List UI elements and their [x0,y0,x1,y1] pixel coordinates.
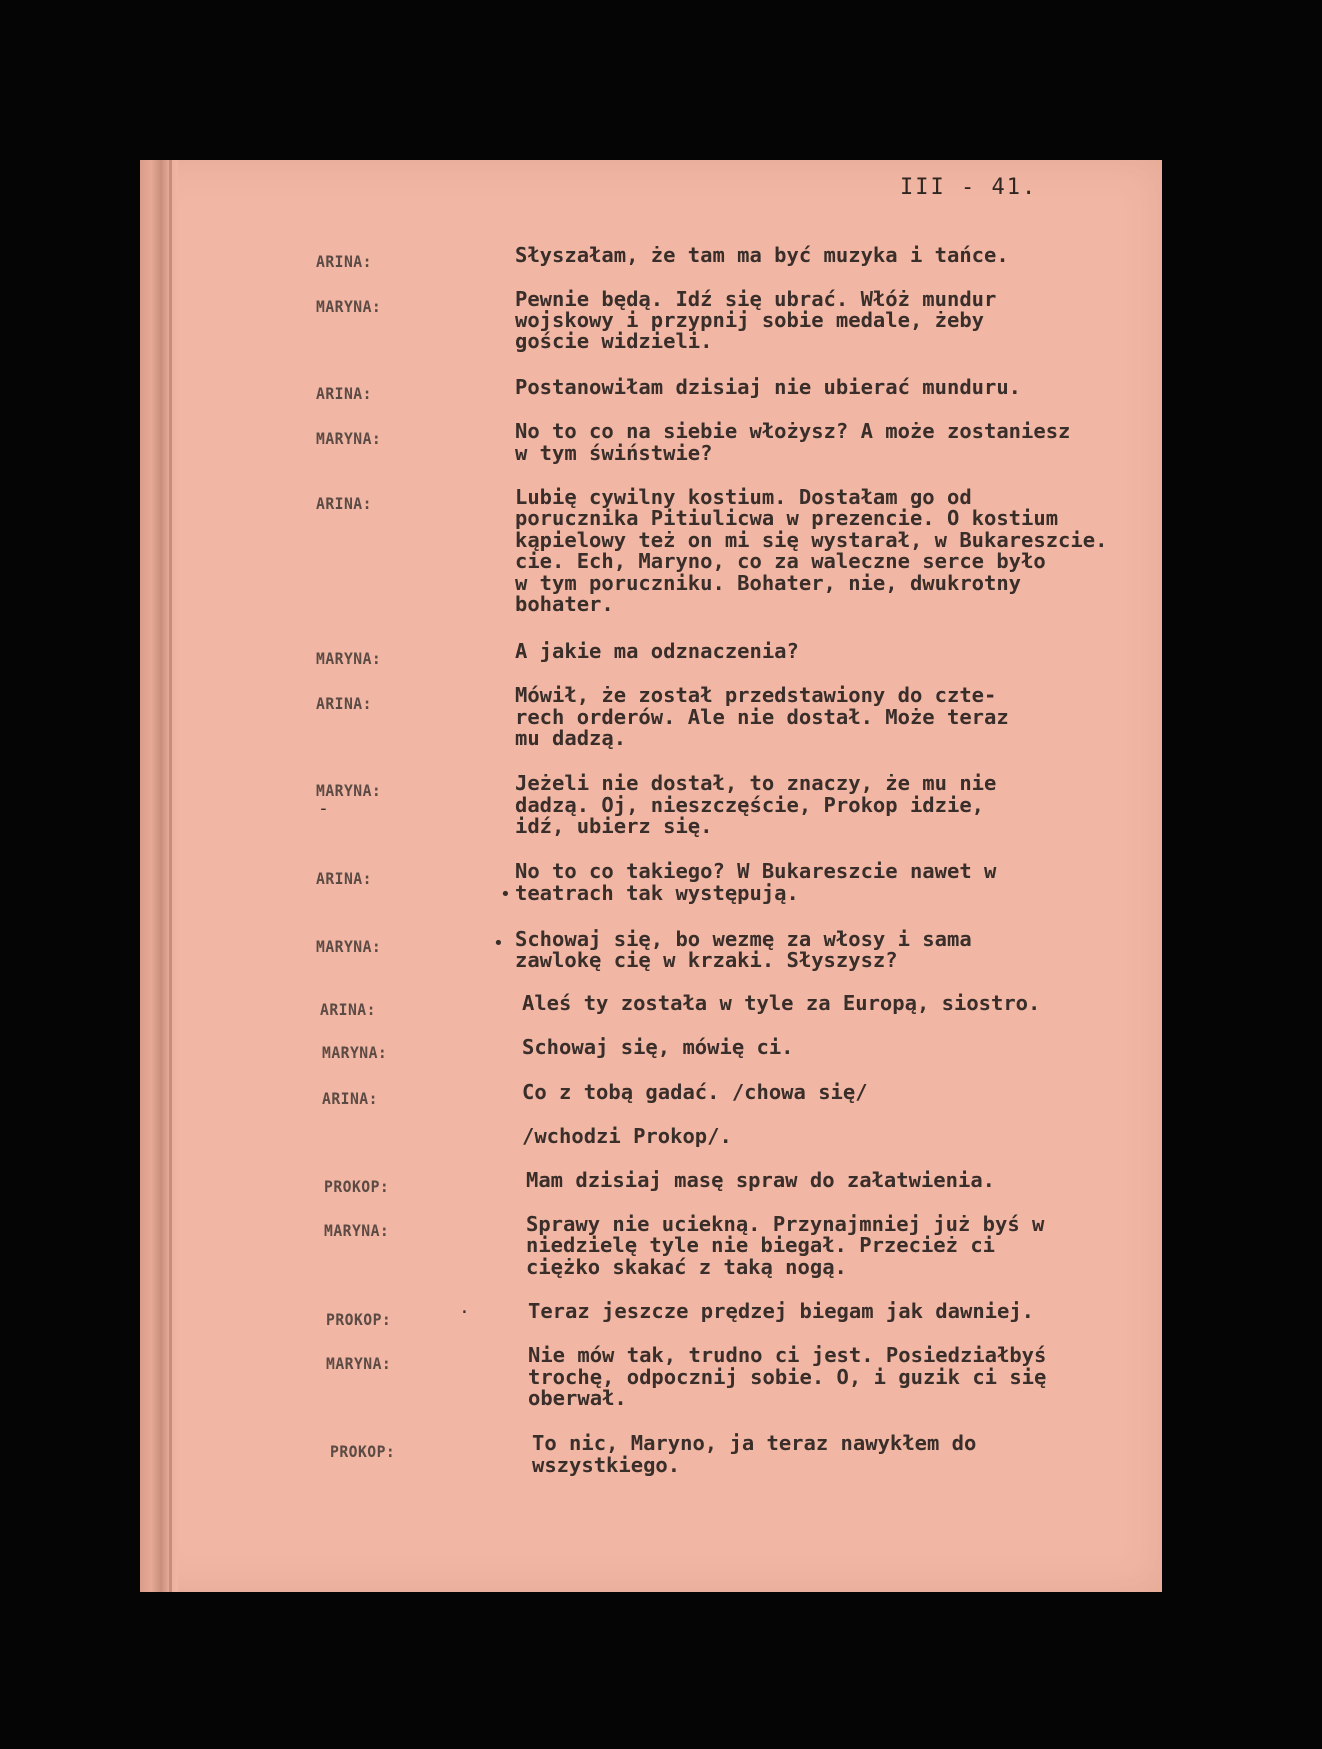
dialogue-line: To nic, Maryno, ja teraz nawykłem do [532,1431,977,1455]
page-number: III - 41. [900,175,1038,200]
dialogue-line: idź, ubierz się. [515,814,713,838]
speaker-label: ARINA: [322,1089,378,1108]
speaker-label: ARINA: [320,1000,376,1019]
dialogue-line: Schowaj się, bo wezmę za włosy i sama [515,927,972,951]
speaker-label: ARINA: [316,494,372,513]
speaker-label: MARYNA: [316,297,382,316]
speaker-label: MARYNA: [324,1221,390,1240]
dialogue-line: oberwał. [528,1386,627,1410]
dialogue-line: teatrach tak występują. [515,881,799,905]
dialogue-line: Mówił, że został przedstawiony do czte- [515,683,997,707]
dialogue-line: kąpielowy też on mi się wystarał, w Bukareszcie. [515,528,1108,552]
dialogue-line: dadzą. Oj, nieszczęście, Prokop idzie, [515,793,984,817]
dialogue-line: rech orderów. Ale nie dostał. Może teraz [515,705,1009,729]
dialogue-line: No to co na siebie włożysz? A może zostaniesz [515,419,1071,443]
dialogue-line: wszystkiego. [532,1453,681,1477]
dialogue-line: Schowaj się, mówię ci. [522,1035,794,1059]
dialogue-line: wojskowy i przypnij sobie medale, żeby [515,308,984,332]
dialogue-line: Mam dzisiaj masę spraw do załatwienia. [526,1168,995,1192]
dialogue-line: trochę, odpocznij sobie. O, i guzik ci się [528,1365,1047,1389]
margin-mark: • [500,884,511,905]
dialogue-line: bohater. [515,592,614,616]
dialogue-line: Słyszałam, że tam ma być muzyka i tańce. [515,243,1009,267]
speaker-label: ARINA: [316,252,372,271]
speaker-label: ARINA: [316,384,372,403]
dialogue-line: Teraz jeszcze prędzej biegam jak dawniej. [528,1299,1035,1323]
dialogue-line: mu dadzą. [515,726,627,750]
speaker-label: PROKOP: [330,1442,396,1461]
dialogue-line: porucznika Pitiulicwa w prezencie. O kostium [515,506,1059,530]
margin-mark: • [493,933,504,954]
dialogue-line: Postanowiłam dzisiaj nie ubierać munduru. [515,375,1022,399]
speaker-label: PROKOP: [326,1310,392,1329]
speaker-label: MARYNA: [322,1043,388,1062]
binding-edge [140,160,178,1592]
dialogue-line: niedzielę tyle nie biegał. Przecież ci [526,1233,995,1257]
dialogue-line: ciężko skakać z taką nogą. [526,1255,847,1279]
dialogue-line: Pewnie będą. Idź się ubrać. Włóż mundur [515,287,997,311]
dialogue-line: zawlokę cię w krzaki. Słyszysz? [515,948,898,972]
dialogue-line: goście widzieli. [515,329,713,353]
speaker-label: MARYNA: [316,937,382,956]
dialogue-line: A jakie ma odznaczenia? [515,639,799,663]
stage-direction: /wchodzi Prokop/. [522,1124,732,1148]
binding-fold [169,160,172,1592]
dialogue-line: cie. Ech, Maryno, co za waleczne serce było [515,549,1046,573]
speaker-label: MARYNA: [316,429,382,448]
dialogue-line: Sprawy nie uciekną. Przynajmniej już byś w [526,1212,1045,1236]
dialogue-line: Co z tobą gadać. /chowa się/ [522,1080,868,1104]
speaker-label: MARYNA: [326,1354,392,1373]
dialogue-line: Jeżeli nie dostał, to znaczy, że mu nie [515,771,997,795]
stray-mark: - [318,798,329,819]
speaker-label: PROKOP: [324,1177,390,1196]
dialogue-line: Aleś ty została w tyle za Europą, siostro. [522,991,1041,1015]
speaker-label: ARINA: [316,694,372,713]
margin-mark: · [459,1302,470,1323]
dialogue-line: Nie mów tak, trudno ci jest. Posiedziałbyś [528,1343,1047,1367]
speaker-label: MARYNA: [316,781,382,800]
speaker-label: MARYNA: [316,649,382,668]
speaker-label: ARINA: [316,869,372,888]
dialogue-line: w tym świństwie? [515,441,713,465]
dialogue-line: w tym poruczniku. Bohater, nie, dwukrotny [515,571,1022,595]
dialogue-line: No to co takiego? W Bukareszcie nawet w [515,859,997,883]
dialogue-line: Lubię cywilny kostium. Dostałam go od [515,485,972,509]
